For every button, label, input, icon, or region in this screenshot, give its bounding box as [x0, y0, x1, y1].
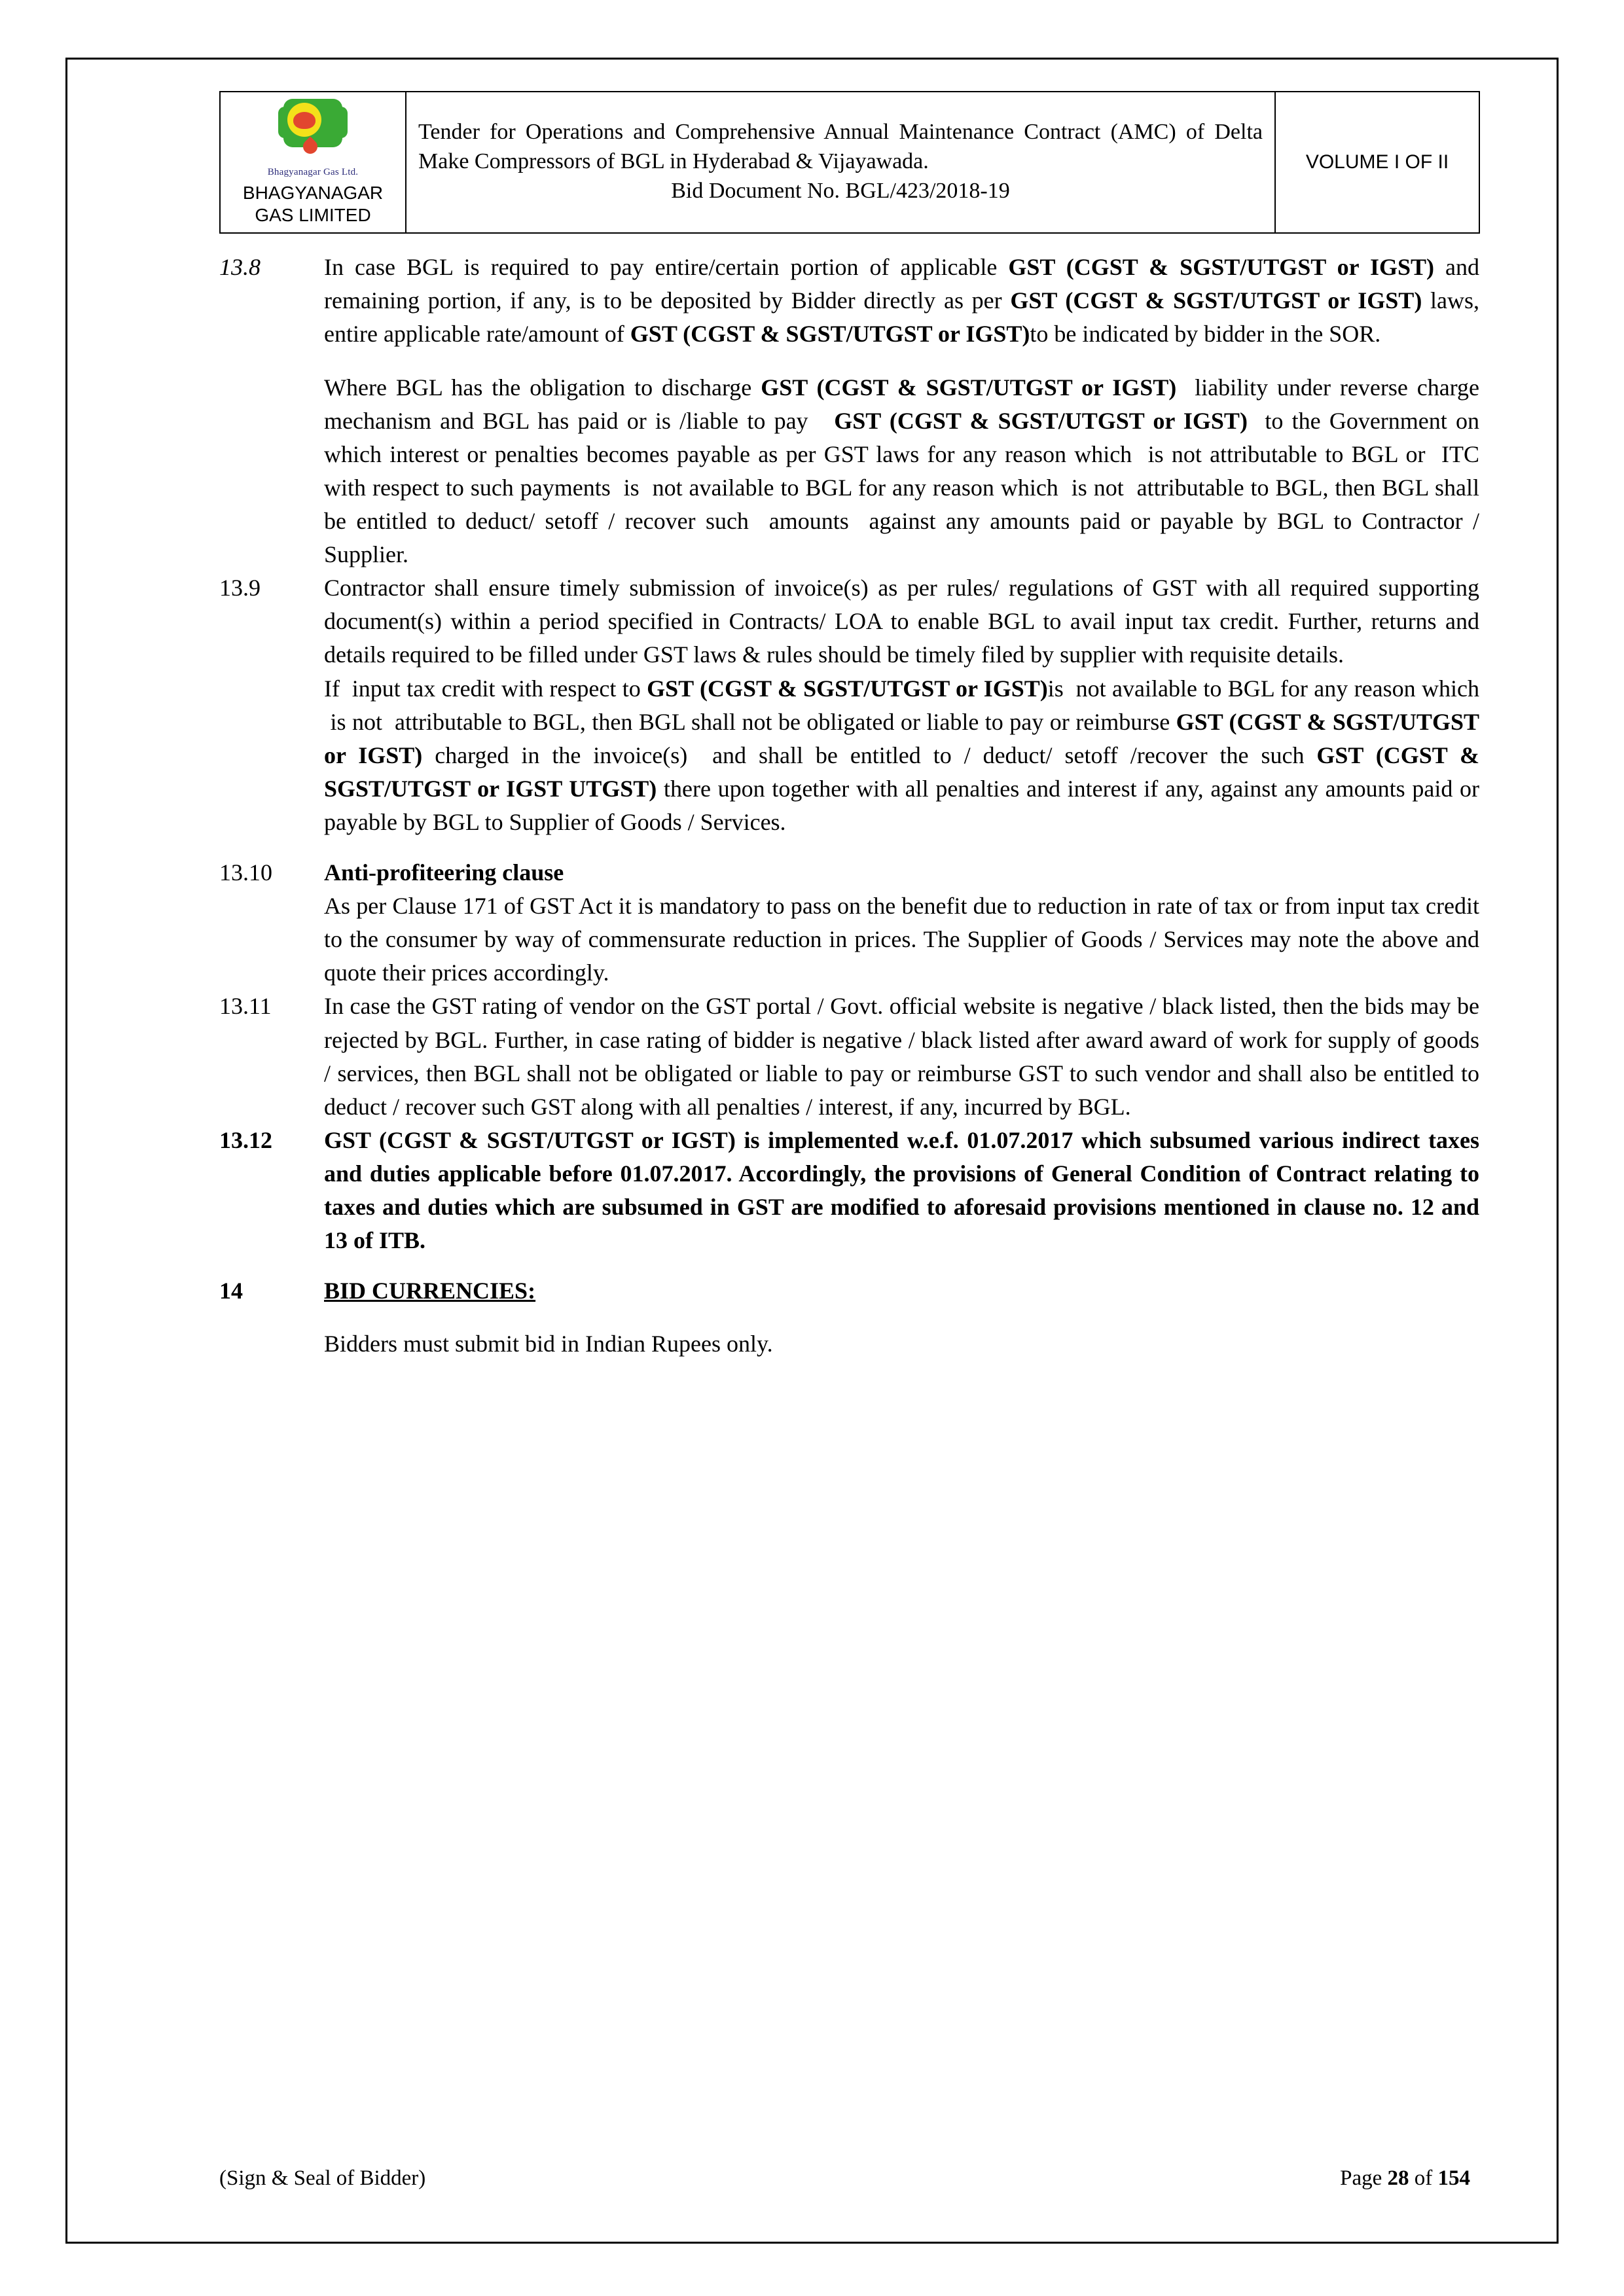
clause-number: 13.12	[219, 1126, 272, 1153]
clause-number: 13.10	[219, 859, 272, 886]
clause-paragraph: Where BGL has the obligation to discharge GST (CGST & SGST/UTGST or IGST) liability under reverse charge mechanism and BGL has paid or is /liable to pay GST (CGST & SGST/UTGST or IGST) to the Government on which interest or penalties becomes payable as per GST laws for any reason which is not attributable to BGL or ITC with respect to such payments is not available to BGL for any reason which is not attributable to BGL, then BGL shall be entitled to deduct/ setoff / recover such amounts against any amounts paid or payable by BGL to Contractor / Supplier.	[324, 374, 1479, 568]
document-page	[65, 58, 1559, 2244]
clause-number: 14	[219, 1278, 243, 1304]
bid-document-number: Bid Document No. BGL/423/2018-19	[671, 178, 1010, 203]
document-header-table	[219, 91, 1480, 234]
footer-page-number	[1340, 2166, 1470, 2191]
header-title-cell	[406, 92, 1275, 233]
footer-of-label: of	[1414, 2166, 1433, 2190]
clause-14	[219, 1274, 1479, 1361]
clause-body	[324, 990, 1479, 1123]
company-name: BHAGYANAGAR GAS LIMITED	[242, 183, 384, 225]
clause-body	[324, 1274, 1479, 1361]
clause-paragraph: Contractor shall ensure timely submission of invoice(s) as per rules/ regulations of GST with all required supporting document(s) within a period specified in Contracts/ LOA to enable BGL to avail input tax credit. Further, returns and details required to be filled under GST laws & rules should be timely filed by supplier with requisite details.	[324, 575, 1479, 668]
clause-body	[324, 251, 1479, 571]
clause-13-9	[219, 571, 1479, 839]
clause-number: 13.9	[219, 575, 261, 601]
footer-page-label: Page	[1340, 2166, 1382, 2190]
clause-paragraph: If input tax credit with respect to GST (CGST & SGST/UTGST or IGST)is not available to BGL for any reason which is not attributable to BGL, then BGL shall not be obligated or liable to pay or reimburse GST (CGST & SGST/UTGST or IGST) charged in the invoice(s) and shall be entitled to / deduct/ setoff /recover the such GST (CGST & SGST/UTGST or IGST UTGST) there upon together with all penalties and interest if any, against any amounts paid or payable by BGL to Supplier of Goods / Services.	[324, 675, 1479, 835]
clause-heading-text: BID CURRENCIES:	[324, 1278, 536, 1304]
clause-body	[324, 856, 1479, 990]
footer-total-pages: 154	[1437, 2166, 1470, 2190]
clause-13-11	[219, 990, 1479, 1123]
clause-paragraph: Bidders must submit bid in Indian Rupees only.	[324, 1331, 773, 1357]
clause-body	[324, 1124, 1479, 1257]
logo-cell	[220, 92, 406, 233]
gear-inner-shape	[287, 103, 321, 137]
clause-number: 13.8	[219, 254, 261, 281]
clause-heading	[324, 1274, 1479, 1308]
clause-13-12	[219, 1124, 1479, 1257]
bgl-logo-icon	[274, 98, 352, 166]
header-row	[220, 92, 1479, 233]
clause-13-10	[219, 856, 1479, 990]
footer-current-page: 28	[1387, 2166, 1409, 2190]
clause-paragraph-text: GST (CGST & SGST/UTGST or IGST) is implemented w.e.f. 01.07.2017 which subsumed various indirect taxes and duties applicable before 01.07.2017. Accordingly, the provisions of General Condition of Contract relating to taxes and duties which are subsumed in GST are modified to aforesaid provisions mentioned in clause no. 12 and 13 of ITB.	[324, 1126, 1479, 1254]
page-footer	[219, 2166, 1470, 2191]
clause-13-8	[219, 251, 1479, 571]
tender-title: Tender for Operations and Comprehensive Annual Maintenance Contract (AMC) of Delta Make Compressors of BGL in Hyderabad & Vijayawada.	[418, 119, 1263, 173]
clause-paragraph: In case the GST rating of vendor on the GST portal / Govt. official website is negative / black listed, then the bids may be rejected by BGL. Further, in case rating of bidder is negative / black listed after award award of work for supply of goods / services, then BGL shall not be obligated or liable to pay or reimburse GST to such vendor and shall also be entitled to deduct / recover such GST along with all penalties / interest, if any, incurred by BGL.	[324, 993, 1479, 1120]
clause-number: 13.11	[219, 993, 272, 1020]
clause-paragraph: In case BGL is required to pay entire/certain portion of applicable GST (CGST & SGST/UTGST or IGST) and remaining portion, if any, is to be deposited by Bidder directly as per GST (CGST & SGST/UTGST or IGST) laws, entire applicable rate/amount of GST (CGST & SGST/UTGST or IGST)to be indicated by bidder in the SOR.	[324, 254, 1480, 348]
clause-paragraph: As per Clause 171 of GST Act it is mandatory to pass on the benefit due to reduction in rate of tax or from input tax credit to the consumer by way of commensurate reduction in prices. The Supplier of Goods / Services may note the above and quote their prices accordingly.	[324, 893, 1479, 986]
volume-cell: VOLUME I OF II	[1275, 92, 1479, 233]
page-content	[219, 91, 1479, 1361]
clause-heading-text: Anti-profiteering clause	[324, 859, 564, 886]
clause-heading	[324, 856, 1479, 889]
logo-caption: Bhagyanagar Gas Ltd.	[267, 167, 359, 177]
footer-signature-label: (Sign & Seal of Bidder)	[219, 2166, 426, 2190]
clause-body	[324, 571, 1479, 839]
clause-paragraph	[324, 1124, 1479, 1257]
